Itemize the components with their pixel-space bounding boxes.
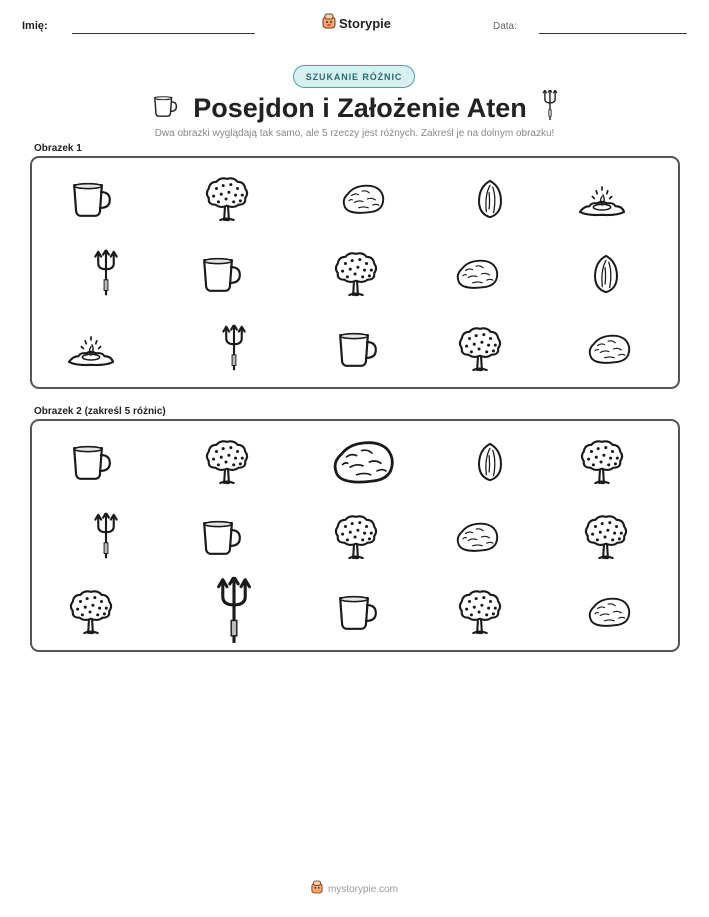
cup-icon[interactable]: [199, 517, 243, 557]
storypie-mascot-icon: [322, 13, 336, 34]
spring-icon: [67, 329, 115, 368]
trident-icon[interactable]: [94, 513, 118, 561]
olive-tree-icon: [205, 176, 249, 222]
almond-icon: [592, 254, 620, 294]
olive-tree-icon[interactable]: [205, 439, 249, 485]
category-badge: SZUKANIE RÓŻNIC: [293, 65, 415, 88]
storypie-mascot-icon: [311, 880, 323, 899]
trident-icon[interactable]: [216, 577, 251, 647]
cup-icon[interactable]: [69, 442, 113, 482]
olive-tree-icon: [334, 251, 378, 297]
spring-icon: [578, 179, 626, 218]
rock-icon[interactable]: [455, 521, 499, 553]
olive-tree-icon: [458, 326, 502, 372]
page-title-row: [140, 89, 570, 127]
olive-tree-icon[interactable]: [584, 514, 628, 560]
rock-icon[interactable]: [331, 439, 395, 485]
brand-logo: [322, 13, 391, 34]
olive-tree-icon[interactable]: [458, 589, 502, 635]
name-line[interactable]: [72, 33, 255, 34]
panel-1-label: Obrazek 1: [34, 143, 82, 154]
olive-tree-icon[interactable]: [69, 589, 113, 635]
olive-tree-icon[interactable]: [580, 439, 624, 485]
cup-icon: [335, 329, 379, 369]
rock-icon[interactable]: [587, 596, 631, 628]
brand-name: Storypie: [339, 16, 392, 31]
date-line[interactable]: [539, 33, 687, 34]
olive-tree-icon[interactable]: [334, 514, 378, 560]
picture-panel-1: [30, 156, 680, 389]
footer-url: mystorypie.com: [327, 884, 398, 895]
trident-icon: [222, 325, 246, 373]
instructions: Dwa obrazki wyglądają tak samo, ale 5 rzeczy jest różnych. Zakreśl je na dolnym obrazku!: [154, 128, 555, 139]
date-label: Data:: [493, 21, 517, 32]
panel-2-label: Obrazek 2 (zakreśl 5 różnic): [34, 406, 166, 417]
cup-icon: [151, 94, 179, 123]
rock-icon: [587, 333, 631, 365]
cup-icon[interactable]: [335, 592, 379, 632]
trident-icon: [94, 250, 118, 298]
cup-icon: [69, 179, 113, 219]
name-label: Imię:: [22, 20, 48, 32]
rock-icon: [455, 258, 499, 290]
footer: [0, 880, 709, 899]
picture-panel-2[interactable]: [30, 419, 680, 652]
trident-icon: [541, 90, 559, 127]
almond-icon: [476, 179, 504, 219]
almond-icon[interactable]: [476, 442, 504, 482]
page-title: Posejdon i Założenie Aten: [193, 92, 527, 123]
rock-icon: [341, 183, 385, 215]
cup-icon: [199, 254, 243, 294]
